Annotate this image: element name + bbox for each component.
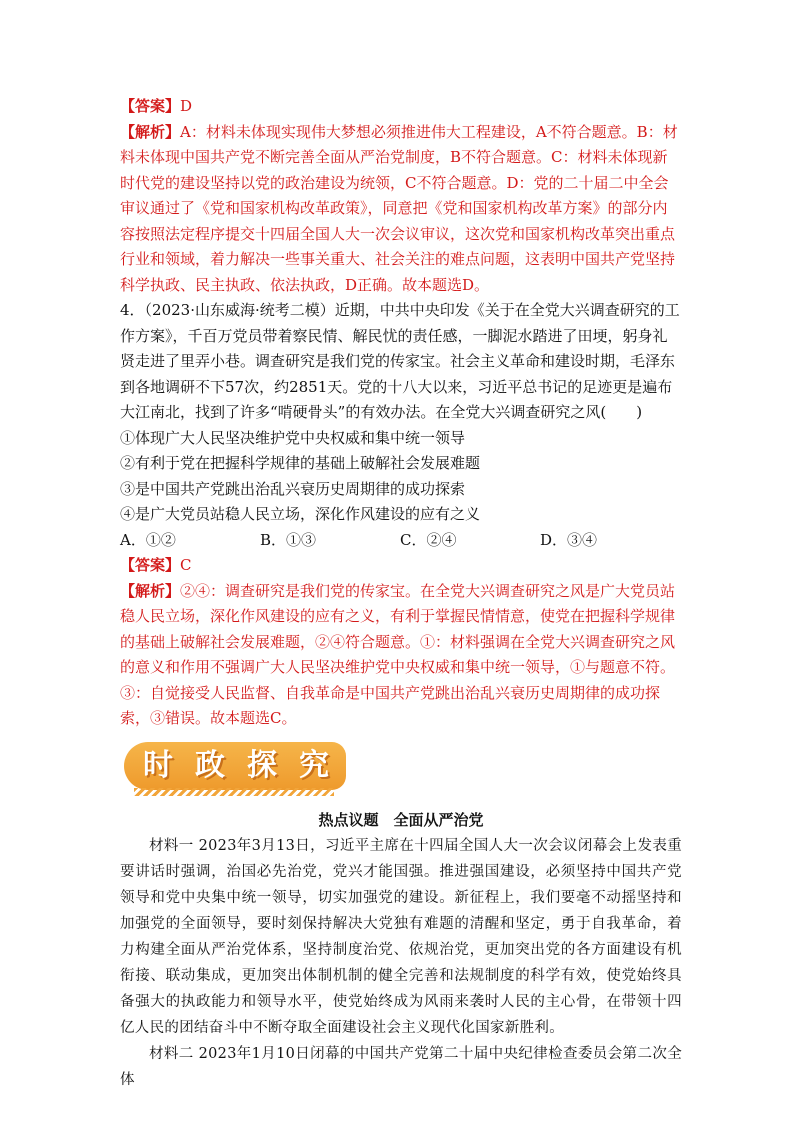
analysis-text: A：材料未体现实现伟大梦想必须推进伟大工程建设，A不符合题意。B：材料未体现中国共产党不断完善全面从严治党制度，B不符合题意。C：材料未体现新时代党的建设坚持以党的政治建设为统领，C不符合题意。D：党的二十届二中全会审议通过了《党和国家机构改革政策》，同意把《党和国家机构改革方案》的部分内容按照法定程序提交十四届全国人大一次会议审议，这次党和国家机构改革突出重点行业和领域，着力解决一些事关重大、社会关注的难点问题，这表明中国共产党坚持科学执政、民主执政、依法执政，D正确。故本题选D。 bbox=[120, 122, 678, 294]
banner-char: 时 bbox=[143, 747, 173, 783]
document-body bbox=[120, 94, 682, 1093]
q4-item-3: ③是中国共产党跳出治乱兴衰历史周期律的成功探索 bbox=[120, 479, 466, 498]
q4-analysis bbox=[120, 579, 682, 732]
analysis-tag: 【解析】 bbox=[120, 581, 181, 600]
banner-text bbox=[134, 746, 338, 786]
q3-answer bbox=[120, 94, 682, 120]
banner-stripes bbox=[134, 788, 334, 796]
answer-value: C bbox=[180, 556, 192, 574]
answer-tag: 【答案】 bbox=[120, 97, 181, 115]
topic-title: 热点议题 全面从严治党 bbox=[318, 810, 484, 829]
option-b: B．①③ bbox=[260, 530, 317, 549]
answer-tag: 【答案】 bbox=[120, 556, 181, 574]
q4-answer bbox=[120, 553, 682, 579]
banner-char: 探 bbox=[247, 747, 277, 783]
material-2: 材料二 2023年1月10日闭幕的中国共产党第二十届中央纪律检查委员会第二次全体 bbox=[120, 1045, 682, 1088]
banner-char: 政 bbox=[195, 747, 225, 783]
q4-stem: 4．（2023·山东威海·统考二模）近期，中共中央印发《关于在全党大兴调查研究的工作方案》，千百万党员带着察民情、解民忧的责任感，一脚泥水踏进了田埂，躬身礼贤走进了里弄小巷。调查研究是我们党的传家宝。社会主义革命和建设时期，毛泽东到各地调研不下57次，约2851天。党的十八大以来，习近平总书记的足迹更是遍布大江南北，找到了许多“啃硬骨头”的有效办法。在全党大兴调查研究之风( ) bbox=[120, 301, 680, 421]
option-a: A．①② bbox=[120, 530, 176, 549]
answer-value: D bbox=[180, 97, 193, 115]
analysis-tag: 【解析】 bbox=[120, 122, 181, 141]
q4-options bbox=[120, 528, 682, 554]
banner-char: 究 bbox=[299, 747, 329, 783]
q4-item-1: ①体现广大人民坚决维护党中央权威和集中统一领导 bbox=[120, 428, 466, 447]
q4-item-2: ②有利于党在把握科学规律的基础上破解社会发展难题 bbox=[120, 454, 481, 472]
analysis-text: ②④：调查研究是我们党的传家宝。在全党大兴调查研究之风是广大党员站稳人民立场，深化作风建设的应有之义，有利于掌握民情情意，使党在把握科学规律的基础上破解社会发展难题，②④符合题意。①：材料强调在全党大兴调查研究之风的意义和作用不强调广大人民坚决维护党中央权威和集中统一领导，①与题意不符。③：自觉接受人民监督、自我革命是中国共产党跳出治乱兴衰历史周期律的成功探索，③错误。故本题选C。 bbox=[120, 581, 676, 727]
q3-analysis bbox=[120, 120, 682, 299]
material-1: 材料一 2023年3月13日，习近平主席在十四届全国人大一次会议闭幕会上发表重要讲话时强调，治国必先治党，党兴才能国强。推进强国建设，必须坚持中国共产党领导和党中央集中统一领导，切实加强党的建设。新征程上，我们要毫不动摇坚持和加强党的全面领导，要时刻保持解决大党独有难题的清醒和坚定，勇于自我革命，着力构建全面从严治党体系，坚持制度治党、依规治党，更加突出党的各方面建设有机衔接、联动集成，更加突出体制机制的健全完善和法规制度的科学有效，使党始终具备强大的执政能力和领导水平，使党始终成为风雨来袭时人民的主心骨，在带领十四亿人民的团结奋斗中不断夺取全面建设社会主义现代化国家新胜利。 bbox=[120, 837, 682, 1036]
option-d: D．③④ bbox=[540, 530, 598, 549]
q4-item-4: ④是广大党员站稳人民立场，深化作风建设的应有之义 bbox=[120, 505, 481, 523]
option-c: C．②④ bbox=[400, 530, 457, 549]
section-banner bbox=[124, 742, 346, 796]
